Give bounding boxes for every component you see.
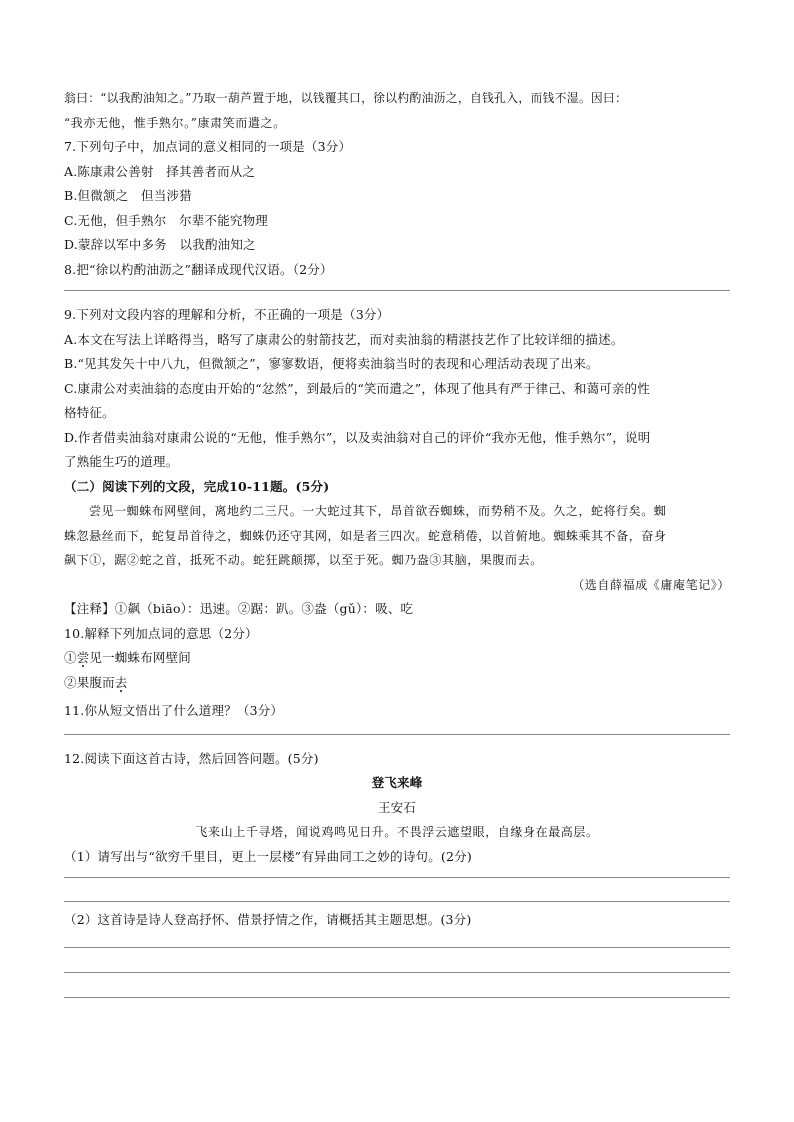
q10-item1-rest: 见一蜘蛛布网壁间 [89, 650, 192, 665]
poem-text: 飞来山上千寻塔，闻说鸡鸣见日升。不畏浮云遮望眼，自缘身在最高层。 [195, 825, 599, 839]
question-9-option-b: B.“见其发矢十中八九，但微颔之”，寥寥数语，便将卖油翁当时的表现和心理活动表现了出来。 [64, 356, 599, 371]
answer-line-q12-2c [64, 997, 730, 998]
question-12-sub-2: （2）这首诗是诗人登高抒怀、借景抒情之作，请概括其主题思想。(3分) [64, 912, 472, 927]
answer-line-q11 [64, 734, 730, 735]
answer-line-q8 [64, 290, 730, 291]
q10-item2-prefix: ②果腹而 [64, 674, 115, 690]
question-9-option-a: A.本文在写法上详略得当，略写了康肃公的射箭技艺，而对卖油翁的精湛技艺作了比较详细的描述。 [64, 331, 624, 347]
exam-page [64, 86, 730, 998]
question-7-option-d: D.蒙辞以军中多务 以我酌油知之 [64, 237, 256, 252]
poem-title: 登飞来峰 [371, 775, 423, 790]
answer-line-q12-2a [64, 947, 730, 948]
section-2-heading: （二）阅读下列的文段，完成10-11题。(5分) [64, 478, 330, 494]
question-10-item-1 [64, 646, 730, 671]
question-9-option-d: D.作者借卖油翁对康肃公说的“无他，惟手熟尔”，以及卖油翁对自己的评价“我亦无他，惟手熟尔”，说明 [64, 429, 651, 445]
question-10-stem: 10.解释下列加点词的意思（2分） [64, 625, 258, 641]
question-12-stem: 12.阅读下面这首古诗，然后回答问题。(5分) [64, 750, 319, 766]
question-8-stem: 8.把“徐以杓酌油沥之”翻译成现代汉语。（2分） [64, 261, 333, 277]
section-2-text-1: 尝见一蜘蛛布网壁间，离地约二三尺。一大蛇过其下，昂首欲吞蜘蛛，而势稍不及。久之，蛇将行矣。蜘 [89, 504, 667, 518]
answer-line-q12-1a [64, 877, 730, 878]
question-9-option-d-cont: 了熟能生巧的道理。 [64, 454, 179, 469]
poem-author: 王安石 [377, 799, 417, 815]
question-9-option-c: C.康肃公对卖油翁的态度由开始的“忿然”，到最后的“笑而遣之”，体现了他具有严于律己、和蔼可亲的性 [64, 380, 650, 396]
question-11-stem: 11.你从短文悟出了什么道理？（3分） [64, 703, 284, 718]
question-10-item-2 [64, 671, 730, 696]
question-7-option-c: C.无他，但手熟尔 尔辈不能究物理 [64, 212, 268, 228]
section-2-source: （选自薛福成《庸庵笔记》） [572, 577, 730, 592]
question-12-sub-1: （1）请写出与“欲穷千里目，更上一层楼”有异曲同工之妙的诗句。(2分) [64, 848, 472, 864]
section-2-text-2: 蛛忽悬丝而下，蛇复昂首待之，蜘蛛仍还守其网，如是者三四次。蛇意稍倦，以首俯地。蜘蛛乘其不备，奋身 [64, 528, 667, 543]
answer-line-q12-1b [64, 901, 730, 902]
question-9-stem: 9.下列对文段内容的理解和分析，不正确的一项是（3分） [64, 307, 390, 322]
q10-item2-dotted-word: 去 [114, 674, 128, 690]
q10-item1-dotted-word: 尝 [76, 650, 90, 665]
question-7-option-a: A.陈康肃公善射 择其善者而从之 [64, 163, 256, 179]
question-9-option-c-cont: 格特征。 [64, 405, 115, 420]
passage-line-1: 翁曰：“以我酌油知之。”乃取一葫芦置于地，以钱覆其口，徐以杓酌油沥之，自钱孔入，而钱不湿。因曰： [64, 91, 628, 105]
question-7-option-b: B.但微颔之 但当涉猎 [64, 188, 192, 203]
passage-line-2: “我亦无他，惟手熟尔。”康肃笑而遣之。 [64, 115, 286, 130]
question-7-stem: 7.下列句子中，加点词的意义相同的一项是（3分） [64, 139, 352, 154]
q10-item1-prefix: ① [64, 650, 77, 665]
section-2-text-3: 飙下①，踞②蛇之首，抵死不动。蛇狂跳颠掷，以至于死。蜘乃盎③其脑，果腹而去。 [64, 553, 543, 567]
section-2-note: 【注释】①飙（biāo）：迅速。②踞：趴。③盎（gǔ）：吸、吃 [64, 601, 414, 616]
answer-line-q12-2b [64, 972, 730, 973]
